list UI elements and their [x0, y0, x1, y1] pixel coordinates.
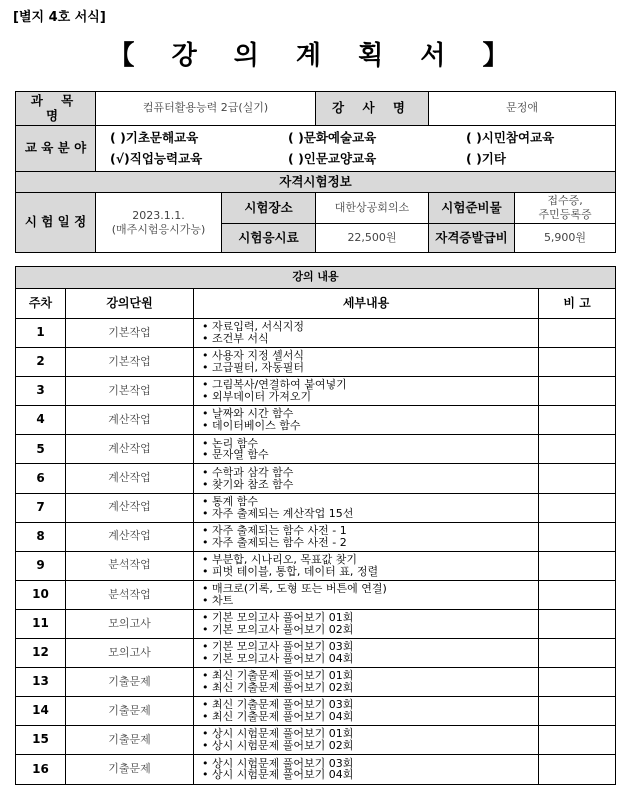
lecture-unit: 기출문제: [66, 668, 194, 697]
lecture-detail: [194, 668, 539, 697]
field-option-basic-literacy: ( )기초문해교육: [110, 130, 199, 146]
detail-line: • 상시 시험문제 풀어보기 01회: [202, 727, 354, 741]
instructor-value: 문정애: [429, 92, 616, 126]
detail-line: • 기본 모의고사 풀어보기 02회: [202, 622, 354, 636]
cert-fee-value: 5,900원: [515, 224, 616, 253]
field-option-culture-arts: ( )문화예술교육: [288, 130, 377, 146]
detail-line: • 부분합, 시나리오, 목표값 찾기: [202, 552, 357, 566]
table-row: [16, 464, 616, 493]
field-option-vocational: (√)직업능력교육: [110, 150, 203, 166]
field-option-civic-participation: ( )시민참여교육: [466, 130, 555, 146]
table-row: [16, 435, 616, 464]
detail-line: • 기본 모의고사 풀어보기 04회: [202, 652, 354, 666]
lecture-unit: 계산작업: [66, 493, 194, 522]
lecture-note: [539, 493, 616, 522]
detail-line: • 최신 기출문제 풀어보기 01회: [202, 669, 354, 683]
detail-line: • 외부데이터 가져오기: [202, 390, 312, 404]
week-number: 15: [16, 726, 66, 755]
lecture-note: [539, 551, 616, 580]
lecture-unit: 모의고사: [66, 609, 194, 638]
week-number: 11: [16, 609, 66, 638]
lecture-unit: 모의고사: [66, 639, 194, 668]
detail-line: • 데이터베이스 함수: [202, 419, 301, 433]
lecture-detail: [194, 377, 539, 406]
detail-line: • 논리 함수: [202, 436, 258, 450]
week-number: 12: [16, 639, 66, 668]
table-row: [16, 668, 616, 697]
detail-line: • 통계 함수: [202, 494, 258, 508]
exam-info-title: 자격시험정보: [16, 172, 616, 193]
detail-line: • 상시 시험문제 풀어보기 03회: [202, 756, 354, 770]
lecture-note: [539, 609, 616, 638]
lecture-unit: 기본작업: [66, 377, 194, 406]
lecture-detail: [194, 435, 539, 464]
detail-line: • 최신 기출문제 풀어보기 02회: [202, 681, 354, 695]
table-row: [16, 493, 616, 522]
col-week-header: 주차: [16, 289, 66, 319]
lecture-note: [539, 319, 616, 348]
detail-line: • 최신 기출문제 풀어보기 04회: [202, 710, 354, 724]
table-row: [16, 580, 616, 609]
table-row: [16, 522, 616, 551]
week-number: 5: [16, 435, 66, 464]
table-row: [16, 755, 616, 784]
lecture-note: [539, 435, 616, 464]
lecture-note: [539, 726, 616, 755]
lecture-unit: 기출문제: [66, 697, 194, 726]
detail-line: • 날짜와 시간 함수: [202, 407, 294, 421]
lecture-unit: 기본작업: [66, 319, 194, 348]
lecture-unit: 기출문제: [66, 726, 194, 755]
lecture-detail: [194, 348, 539, 377]
table-row: [16, 348, 616, 377]
lecture-note: [539, 755, 616, 784]
subject-value: 컴퓨터활용능력 2급(실기): [96, 92, 316, 126]
detail-line: • 차트: [202, 593, 234, 607]
detail-line: • 기본 모의고사 풀어보기 03회: [202, 640, 354, 654]
exam-date-value: 2023.1.1. (매주시험응시가능): [96, 193, 222, 253]
lecture-unit: 기출문제: [66, 755, 194, 784]
detail-line: • 사용자 지정 셀서식: [202, 349, 304, 363]
week-number: 1: [16, 319, 66, 348]
week-number: 14: [16, 697, 66, 726]
field-option-humanities: ( )인문교양교육: [288, 150, 377, 166]
detail-line: • 자주 출제되는 계산작업 15선: [202, 506, 354, 520]
lecture-detail: [194, 319, 539, 348]
detail-line: • 자료입력, 서식지정: [202, 320, 304, 334]
lecture-detail: [194, 609, 539, 638]
col-detail-header: 세부내용: [194, 289, 539, 319]
week-number: 8: [16, 522, 66, 551]
lecture-content-title: 강의 내용: [16, 267, 616, 289]
lecture-detail: [194, 406, 539, 435]
table-row: [16, 697, 616, 726]
lecture-note: [539, 580, 616, 609]
header-table: [15, 91, 616, 253]
detail-line: • 최신 기출문제 풀어보기 03회: [202, 698, 354, 712]
lecture-table: [15, 266, 616, 785]
table-row: [16, 551, 616, 580]
lecture-detail: [194, 522, 539, 551]
lecture-unit: 분석작업: [66, 551, 194, 580]
detail-line: • 매크로(기록, 도형 또는 버튼에 연결): [202, 582, 387, 596]
week-number: 7: [16, 493, 66, 522]
lecture-note: [539, 522, 616, 551]
detail-line: • 상시 시험문제 풀어보기 02회: [202, 739, 354, 753]
table-row: [16, 406, 616, 435]
detail-line: • 자주 출제되는 함수 사전 - 2: [202, 535, 347, 549]
table-row: [16, 319, 616, 348]
detail-line: • 피벗 테이블, 통합, 데이터 표, 정렬: [202, 564, 379, 578]
lecture-detail: [194, 493, 539, 522]
lecture-note: [539, 348, 616, 377]
week-number: 16: [16, 755, 66, 784]
col-note-header: 비 고: [539, 289, 616, 319]
lecture-detail: [194, 755, 539, 784]
form-label: [별지 4호 서식]: [13, 10, 106, 25]
lecture-detail: [194, 697, 539, 726]
lecture-unit: 기본작업: [66, 348, 194, 377]
lecture-unit: 분석작업: [66, 580, 194, 609]
lecture-note: [539, 464, 616, 493]
lecture-note: [539, 697, 616, 726]
week-number: 2: [16, 348, 66, 377]
exam-fee-value: 22,500원: [316, 224, 429, 253]
lecture-note: [539, 406, 616, 435]
detail-line: • 조건부 서식: [202, 332, 269, 346]
exam-prep-value: 접수증, 주민등록증: [515, 193, 616, 224]
lecture-detail: [194, 726, 539, 755]
week-number: 3: [16, 377, 66, 406]
lecture-note: [539, 639, 616, 668]
lecture-note: [539, 668, 616, 697]
week-number: 6: [16, 464, 66, 493]
table-row: [16, 377, 616, 406]
field-label: 교 육 분 야: [16, 126, 96, 172]
subject-label: 과 목 명: [16, 92, 96, 126]
week-number: 9: [16, 551, 66, 580]
exam-date-label: 시 험 일 정: [16, 193, 96, 253]
detail-line: • 고급필터, 자동필터: [202, 361, 304, 375]
detail-line: • 문자열 함수: [202, 448, 269, 462]
table-row: [16, 609, 616, 638]
exam-place-label: 시험장소: [222, 193, 316, 224]
detail-line: • 찾기와 참조 함수: [202, 477, 294, 491]
lecture-unit: 계산작업: [66, 435, 194, 464]
detail-line: • 상시 시험문제 풀어보기 04회: [202, 768, 354, 782]
detail-line: • 그림복사/연결하여 붙여넣기: [202, 378, 347, 392]
cert-fee-label: 자격증발급비: [429, 224, 515, 253]
lecture-detail: [194, 464, 539, 493]
week-number: 4: [16, 406, 66, 435]
col-unit-header: 강의단원: [66, 289, 194, 319]
lecture-unit: 계산작업: [66, 406, 194, 435]
lecture-note: [539, 377, 616, 406]
document-title: 【 강 의 계 획 서 】: [108, 41, 523, 71]
detail-line: • 자주 출제되는 함수 사전 - 1: [202, 523, 347, 537]
lecture-detail: [194, 551, 539, 580]
week-number: 13: [16, 668, 66, 697]
detail-line: • 기본 모의고사 풀어보기 01회: [202, 611, 354, 625]
exam-prep-label: 시험준비물: [429, 193, 515, 224]
table-row: [16, 726, 616, 755]
table-row: [16, 639, 616, 668]
field-option-other: ( )기타: [466, 150, 506, 166]
lecture-detail: [194, 580, 539, 609]
lecture-detail: [194, 639, 539, 668]
week-number: 10: [16, 580, 66, 609]
detail-line: • 수학과 삼각 함수: [202, 465, 294, 479]
lecture-unit: 계산작업: [66, 464, 194, 493]
instructor-label: 강 사 명: [316, 92, 429, 126]
exam-fee-label: 시험응시료: [222, 224, 316, 253]
exam-place-value: 대한상공회의소: [316, 193, 429, 224]
lecture-unit: 계산작업: [66, 522, 194, 551]
field-options: [96, 126, 616, 172]
